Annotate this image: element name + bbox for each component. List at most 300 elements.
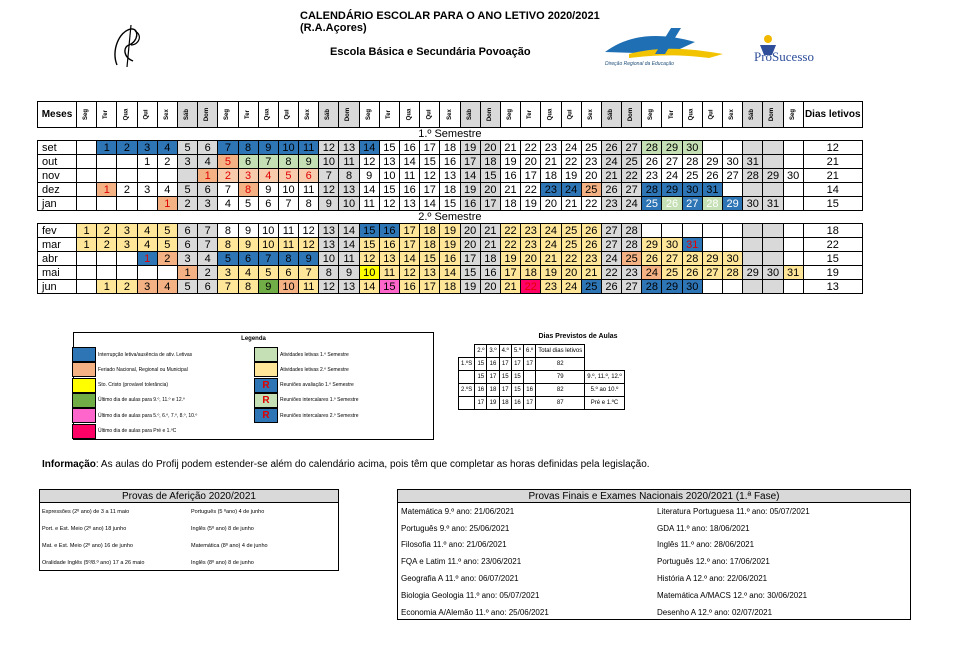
exam-row [398, 520, 910, 537]
day-cell: 17 [420, 141, 440, 155]
day-cell: 10 [319, 252, 339, 266]
legend-swatch [72, 393, 96, 408]
day-cell [723, 183, 743, 197]
day-cell: 14 [339, 238, 359, 252]
day-cell [783, 183, 803, 197]
day-cell: 6 [238, 252, 258, 266]
day-cell: 21 [500, 141, 520, 155]
day-cell [723, 224, 743, 238]
dias-row [459, 345, 625, 358]
day-cell: 20 [480, 141, 500, 155]
dre-logo-label: Direção Regional da Educação [605, 61, 674, 67]
day-cell: 15 [359, 224, 379, 238]
month-total: 19 [803, 266, 862, 280]
weekday-header: Sáb [177, 102, 197, 128]
dias-blank [459, 345, 475, 358]
day-cell [783, 141, 803, 155]
day-cell: 20 [480, 280, 500, 294]
day-cell: 14 [440, 266, 460, 280]
calendar-month-row [38, 238, 863, 252]
calendar-month-row [38, 266, 863, 280]
exam-row [398, 604, 910, 621]
school-name: Escola Básica e Secundária Povoação [330, 46, 531, 58]
day-cell [97, 197, 117, 211]
legend-item [72, 362, 188, 377]
day-cell: 28 [622, 238, 642, 252]
day-cell: 2 [198, 266, 218, 280]
day-cell [137, 197, 157, 211]
day-cell [97, 252, 117, 266]
day-cell: 24 [561, 280, 581, 294]
day-cell [723, 238, 743, 252]
legend-label: Último dia de aulas para 5.º, 6.º, 7.º, 8.º, 10.º [98, 412, 198, 419]
day-cell: 25 [561, 224, 581, 238]
semester-2-row [38, 211, 863, 224]
weekday-header: Sex [581, 102, 601, 128]
legend-item [254, 408, 359, 423]
day-cell: 16 [400, 183, 420, 197]
day-cell: 26 [601, 183, 621, 197]
day-cell: 9 [238, 238, 258, 252]
day-cell: 9 [258, 280, 278, 294]
day-cell: 27 [601, 238, 621, 252]
day-cell: 4 [238, 266, 258, 280]
weekday-header: Sex [723, 102, 743, 128]
day-cell [97, 266, 117, 280]
day-cell: 29 [723, 197, 743, 211]
exam-entry: Biologia Geologia 11.º ano: 05/07/2021 [401, 590, 540, 600]
day-cell: 28 [682, 155, 702, 169]
dias-value: 82 [536, 358, 585, 371]
day-cell: 11 [299, 280, 319, 294]
weekday-header: Sex [440, 102, 460, 128]
dias-blank [585, 345, 624, 358]
day-cell [763, 252, 783, 266]
day-cell: 5 [258, 266, 278, 280]
dias-col-header: 4.º [499, 345, 511, 358]
day-cell: 31 [783, 266, 803, 280]
day-cell: 17 [420, 280, 440, 294]
day-cell [763, 238, 783, 252]
exam-entry: Literatura Portuguesa 11.º ano: 05/07/2021 [657, 506, 810, 516]
calendar-month-row [38, 224, 863, 238]
day-cell: 30 [682, 141, 702, 155]
day-cell [783, 155, 803, 169]
day-cell: 9 [258, 183, 278, 197]
dias-col-header: 2.º [475, 345, 487, 358]
day-cell: 17 [480, 197, 500, 211]
legend-swatch [72, 408, 96, 423]
day-cell: 28 [642, 141, 662, 155]
day-cell: 20 [460, 238, 480, 252]
weekday-header: Seg [359, 102, 379, 128]
day-cell [763, 183, 783, 197]
weekday-header: Sáb [319, 102, 339, 128]
meses-header: Meses [38, 102, 77, 128]
day-cell: 4 [258, 169, 278, 183]
day-cell: 20 [581, 169, 601, 183]
day-cell: 5 [177, 183, 197, 197]
exam-entry: Expressões (2º ano) de 3 a 11 maio [42, 508, 130, 515]
day-cell: 11 [359, 197, 379, 211]
day-cell: 22 [622, 169, 642, 183]
day-cell [117, 155, 137, 169]
dias-value: 17 [499, 358, 511, 371]
day-cell [117, 266, 137, 280]
day-cell: 21 [581, 266, 601, 280]
day-cell [783, 280, 803, 294]
day-cell: 16 [379, 224, 399, 238]
day-cell: 8 [278, 155, 298, 169]
day-cell: 27 [601, 224, 621, 238]
day-cell [117, 252, 137, 266]
day-cell: 8 [319, 266, 339, 280]
day-cell: 21 [541, 155, 561, 169]
day-cell: 5 [157, 224, 177, 238]
day-cell: 10 [258, 238, 278, 252]
legend-label: Interrupção letiva/ausência de ativ. Letivas [98, 351, 193, 358]
day-cell: 12 [359, 252, 379, 266]
day-cell [702, 238, 722, 252]
day-cell: 15 [359, 238, 379, 252]
day-cell: 9 [258, 141, 278, 155]
exam-entry: Filosofia 11.º ano: 21/06/2021 [401, 540, 507, 550]
day-cell: 13 [400, 197, 420, 211]
day-cell: 11 [278, 238, 298, 252]
prosucesso-logo-label: ProSucesso [754, 49, 814, 64]
day-cell: 3 [137, 280, 157, 294]
day-cell [77, 266, 97, 280]
day-cell [743, 224, 763, 238]
dias-value: 79 [536, 371, 585, 384]
day-cell: 22 [521, 280, 541, 294]
day-cell: 24 [541, 238, 561, 252]
dias-note: 9.º, 11.º, 12.º [585, 371, 624, 384]
day-cell: 3 [238, 169, 258, 183]
day-cell [783, 252, 803, 266]
dias-value: 17 [524, 397, 536, 410]
day-cell: 6 [278, 266, 298, 280]
day-cell: 2 [117, 141, 137, 155]
dias-value: 19 [487, 397, 499, 410]
legend-label: Reuniões intercalares 1.º Semestre [280, 397, 359, 404]
day-cell: 25 [561, 238, 581, 252]
day-cell: 29 [702, 155, 722, 169]
day-cell: 16 [379, 238, 399, 252]
day-cell: 19 [460, 183, 480, 197]
day-cell: 12 [319, 141, 339, 155]
weekday-header: Ter [379, 102, 399, 128]
day-cell: 8 [238, 141, 258, 155]
day-cell: 26 [642, 155, 662, 169]
dias-sem-label: 1.ºS [459, 358, 475, 371]
day-cell: 19 [440, 238, 460, 252]
day-cell: 13 [440, 169, 460, 183]
legend-item [254, 393, 359, 408]
provas-finais-title: Provas Finais e Exames Nacionais 2020/2021 (1.ª Fase) [398, 490, 910, 503]
prosucesso-logo-icon [744, 31, 864, 67]
semester-1-row-label: 1.º Semestre [418, 128, 482, 140]
day-cell: 8 [218, 238, 238, 252]
page-title: CALENDÁRIO ESCOLAR PARA O ANO LETIVO 2020/2021 (R.A.Açores) [300, 10, 600, 34]
semester-1-row [38, 128, 863, 141]
legend-swatch [254, 362, 278, 377]
month-name: set [38, 141, 77, 155]
day-cell: 17 [400, 224, 420, 238]
day-cell [743, 141, 763, 155]
day-cell: 13 [339, 141, 359, 155]
day-cell: 19 [460, 141, 480, 155]
day-cell: 10 [379, 169, 399, 183]
day-cell: 3 [117, 224, 137, 238]
day-cell: 13 [339, 183, 359, 197]
day-cell: 3 [137, 183, 157, 197]
day-cell: 11 [339, 252, 359, 266]
dias-value: 87 [536, 397, 585, 410]
day-cell [763, 141, 783, 155]
school-logo-icon [109, 21, 147, 69]
day-cell: 1 [137, 252, 157, 266]
day-cell [137, 266, 157, 280]
day-cell: 20 [521, 252, 541, 266]
day-cell: 25 [682, 169, 702, 183]
exam-entry: Matemática A/MACS 12.º ano: 30/06/2021 [657, 590, 808, 600]
legend-label: Reuniões intercalares 2.º Semestre [280, 412, 359, 419]
exam-entry: Matemática (8º ano) 4 de junho [191, 542, 268, 549]
dias-value: 15 [511, 371, 523, 384]
day-cell: 19 [500, 155, 520, 169]
exam-row [398, 503, 910, 520]
day-cell: 23 [521, 238, 541, 252]
day-cell [157, 266, 177, 280]
day-cell: 5 [218, 155, 238, 169]
provas-afericao-box [39, 489, 339, 571]
day-cell: 12 [299, 224, 319, 238]
day-cell: 28 [622, 224, 642, 238]
weekday-header: Qui [278, 102, 298, 128]
day-cell: 11 [400, 169, 420, 183]
day-cell: 23 [541, 183, 561, 197]
day-cell: 21 [541, 252, 561, 266]
day-cell: 4 [137, 238, 157, 252]
day-cell: 2 [157, 155, 177, 169]
month-total: 12 [803, 141, 862, 155]
day-cell: 15 [460, 266, 480, 280]
legend-item [254, 378, 354, 393]
day-cell [723, 280, 743, 294]
month-name: jan [38, 197, 77, 211]
day-cell: 17 [400, 238, 420, 252]
day-cell: 22 [500, 238, 520, 252]
weekday-header: Sex [157, 102, 177, 128]
day-cell: 28 [642, 280, 662, 294]
day-cell: 20 [480, 183, 500, 197]
day-cell [137, 169, 157, 183]
day-cell: 24 [662, 169, 682, 183]
day-cell: 30 [783, 169, 803, 183]
exam-entry: Economia A/Alemão 11.º ano: 25/06/2021 [401, 607, 549, 617]
day-cell: 27 [662, 155, 682, 169]
day-cell: 17 [521, 169, 541, 183]
day-cell: 9 [299, 252, 319, 266]
day-cell: 31 [743, 155, 763, 169]
day-cell: 2 [177, 197, 197, 211]
dias-col-header: 5.º [511, 345, 523, 358]
weekday-header: Qua [541, 102, 561, 128]
day-cell: 21 [480, 238, 500, 252]
exam-entry: História A 12.º ano: 22/06/2021 [657, 574, 768, 584]
day-cell: 11 [299, 141, 319, 155]
weekday-header: Qui [702, 102, 722, 128]
exam-row [40, 537, 338, 554]
exam-entry: Desenho A 12.º ano: 02/07/2021 [657, 607, 773, 617]
day-cell [783, 224, 803, 238]
weekday-header: Sáb [601, 102, 621, 128]
day-cell [77, 183, 97, 197]
day-cell: 30 [743, 197, 763, 211]
month-total: 22 [803, 238, 862, 252]
day-cell: 9 [299, 155, 319, 169]
day-cell: 10 [319, 155, 339, 169]
month-name: abr [38, 252, 77, 266]
day-cell: 13 [379, 252, 399, 266]
day-cell: 16 [460, 197, 480, 211]
dias-value: 18 [499, 397, 511, 410]
exam-row [398, 570, 910, 587]
exam-entry: Mat. e Est. Meio (2º ano) 16 de junho [42, 542, 133, 549]
day-cell: 31 [682, 238, 702, 252]
day-cell: 18 [480, 155, 500, 169]
exam-entry: GDA 11.º ano: 18/06/2021 [657, 523, 750, 533]
day-cell: 24 [601, 155, 621, 169]
day-cell: 14 [400, 252, 420, 266]
legend-label: Atividades letivas 2.º Semestre [280, 366, 349, 373]
day-cell: 12 [319, 183, 339, 197]
day-cell: 14 [420, 197, 440, 211]
day-cell: 16 [480, 266, 500, 280]
day-cell: 25 [662, 266, 682, 280]
legend-item [72, 408, 197, 423]
day-cell: 7 [218, 183, 238, 197]
weekday-header: Qua [258, 102, 278, 128]
day-cell: 3 [198, 197, 218, 211]
day-cell: 27 [622, 141, 642, 155]
day-cell: 20 [521, 155, 541, 169]
day-cell: 29 [662, 141, 682, 155]
day-cell: 6 [198, 141, 218, 155]
day-cell: 5 [238, 197, 258, 211]
info-text: : As aulas do Profij podem estender-se além do calendário acima, pois têm que completar as horas definidas pela legislação. [95, 459, 650, 470]
day-cell: 11 [379, 266, 399, 280]
day-cell [702, 280, 722, 294]
month-total: 21 [803, 169, 862, 183]
legend-label: Reuniões avaliação 1.º Semestre [280, 382, 354, 389]
day-cell [642, 224, 662, 238]
day-cell: 27 [702, 266, 722, 280]
day-cell: 24 [561, 183, 581, 197]
day-cell: 27 [622, 280, 642, 294]
calendar-month-row [38, 197, 863, 211]
day-cell: 1 [157, 197, 177, 211]
legend-box [73, 332, 434, 440]
day-cell: 23 [541, 280, 561, 294]
day-cell: 15 [379, 141, 399, 155]
day-cell [117, 169, 137, 183]
weekday-header: Seg [783, 102, 803, 128]
weekday-header: Qua [682, 102, 702, 128]
day-cell: 22 [601, 266, 621, 280]
calendar-month-row [38, 141, 863, 155]
day-cell: 7 [218, 141, 238, 155]
weekday-header: Dom [763, 102, 783, 128]
day-cell: 3 [177, 155, 197, 169]
day-cell [662, 224, 682, 238]
day-cell: 29 [662, 280, 682, 294]
exam-entry: Oralidade Inglês (5º/8.º ano) 17 a 26 maio [42, 559, 145, 566]
day-cell: 21 [601, 169, 621, 183]
day-cell: 15 [480, 169, 500, 183]
day-cell: 29 [743, 266, 763, 280]
calendar-month-row [38, 169, 863, 183]
day-cell: 26 [702, 169, 722, 183]
day-cell: 16 [440, 252, 460, 266]
dias-value: 16 [475, 384, 487, 397]
day-cell: 6 [177, 224, 197, 238]
day-cell: 26 [601, 280, 621, 294]
day-cell: 25 [581, 141, 601, 155]
calendar-month-row [38, 280, 863, 294]
day-cell: 14 [359, 280, 379, 294]
weekday-header: Sex [299, 102, 319, 128]
calendar-header-row [38, 102, 863, 128]
day-cell: 1 [97, 183, 117, 197]
day-cell: 6 [299, 169, 319, 183]
day-cell [783, 197, 803, 211]
day-cell: 7 [299, 266, 319, 280]
legend-swatch: R [254, 408, 278, 423]
day-cell: 24 [541, 224, 561, 238]
day-cell: 27 [723, 169, 743, 183]
day-cell: 1 [97, 280, 117, 294]
dias-value: 17 [499, 384, 511, 397]
day-cell: 4 [198, 155, 218, 169]
day-cell: 10 [359, 266, 379, 280]
dias-blank [459, 397, 475, 410]
day-cell [157, 169, 177, 183]
day-cell: 26 [642, 252, 662, 266]
day-cell: 4 [137, 224, 157, 238]
day-cell [77, 169, 97, 183]
day-cell: 18 [480, 252, 500, 266]
day-cell: 30 [682, 183, 702, 197]
day-cell: 9 [319, 197, 339, 211]
dias-col-header: 6.º [524, 345, 536, 358]
day-cell: 6 [238, 155, 258, 169]
calendar-month-row [38, 183, 863, 197]
weekday-header: Sáb [460, 102, 480, 128]
dias-value: 17 [511, 358, 523, 371]
day-cell: 21 [561, 197, 581, 211]
dias-blank [524, 371, 536, 384]
day-cell: 22 [581, 197, 601, 211]
day-cell [177, 169, 197, 183]
day-cell: 25 [622, 252, 642, 266]
day-cell: 2 [157, 252, 177, 266]
day-cell: 23 [622, 266, 642, 280]
month-total: 18 [803, 224, 862, 238]
day-cell: 4 [157, 183, 177, 197]
day-cell: 7 [319, 169, 339, 183]
